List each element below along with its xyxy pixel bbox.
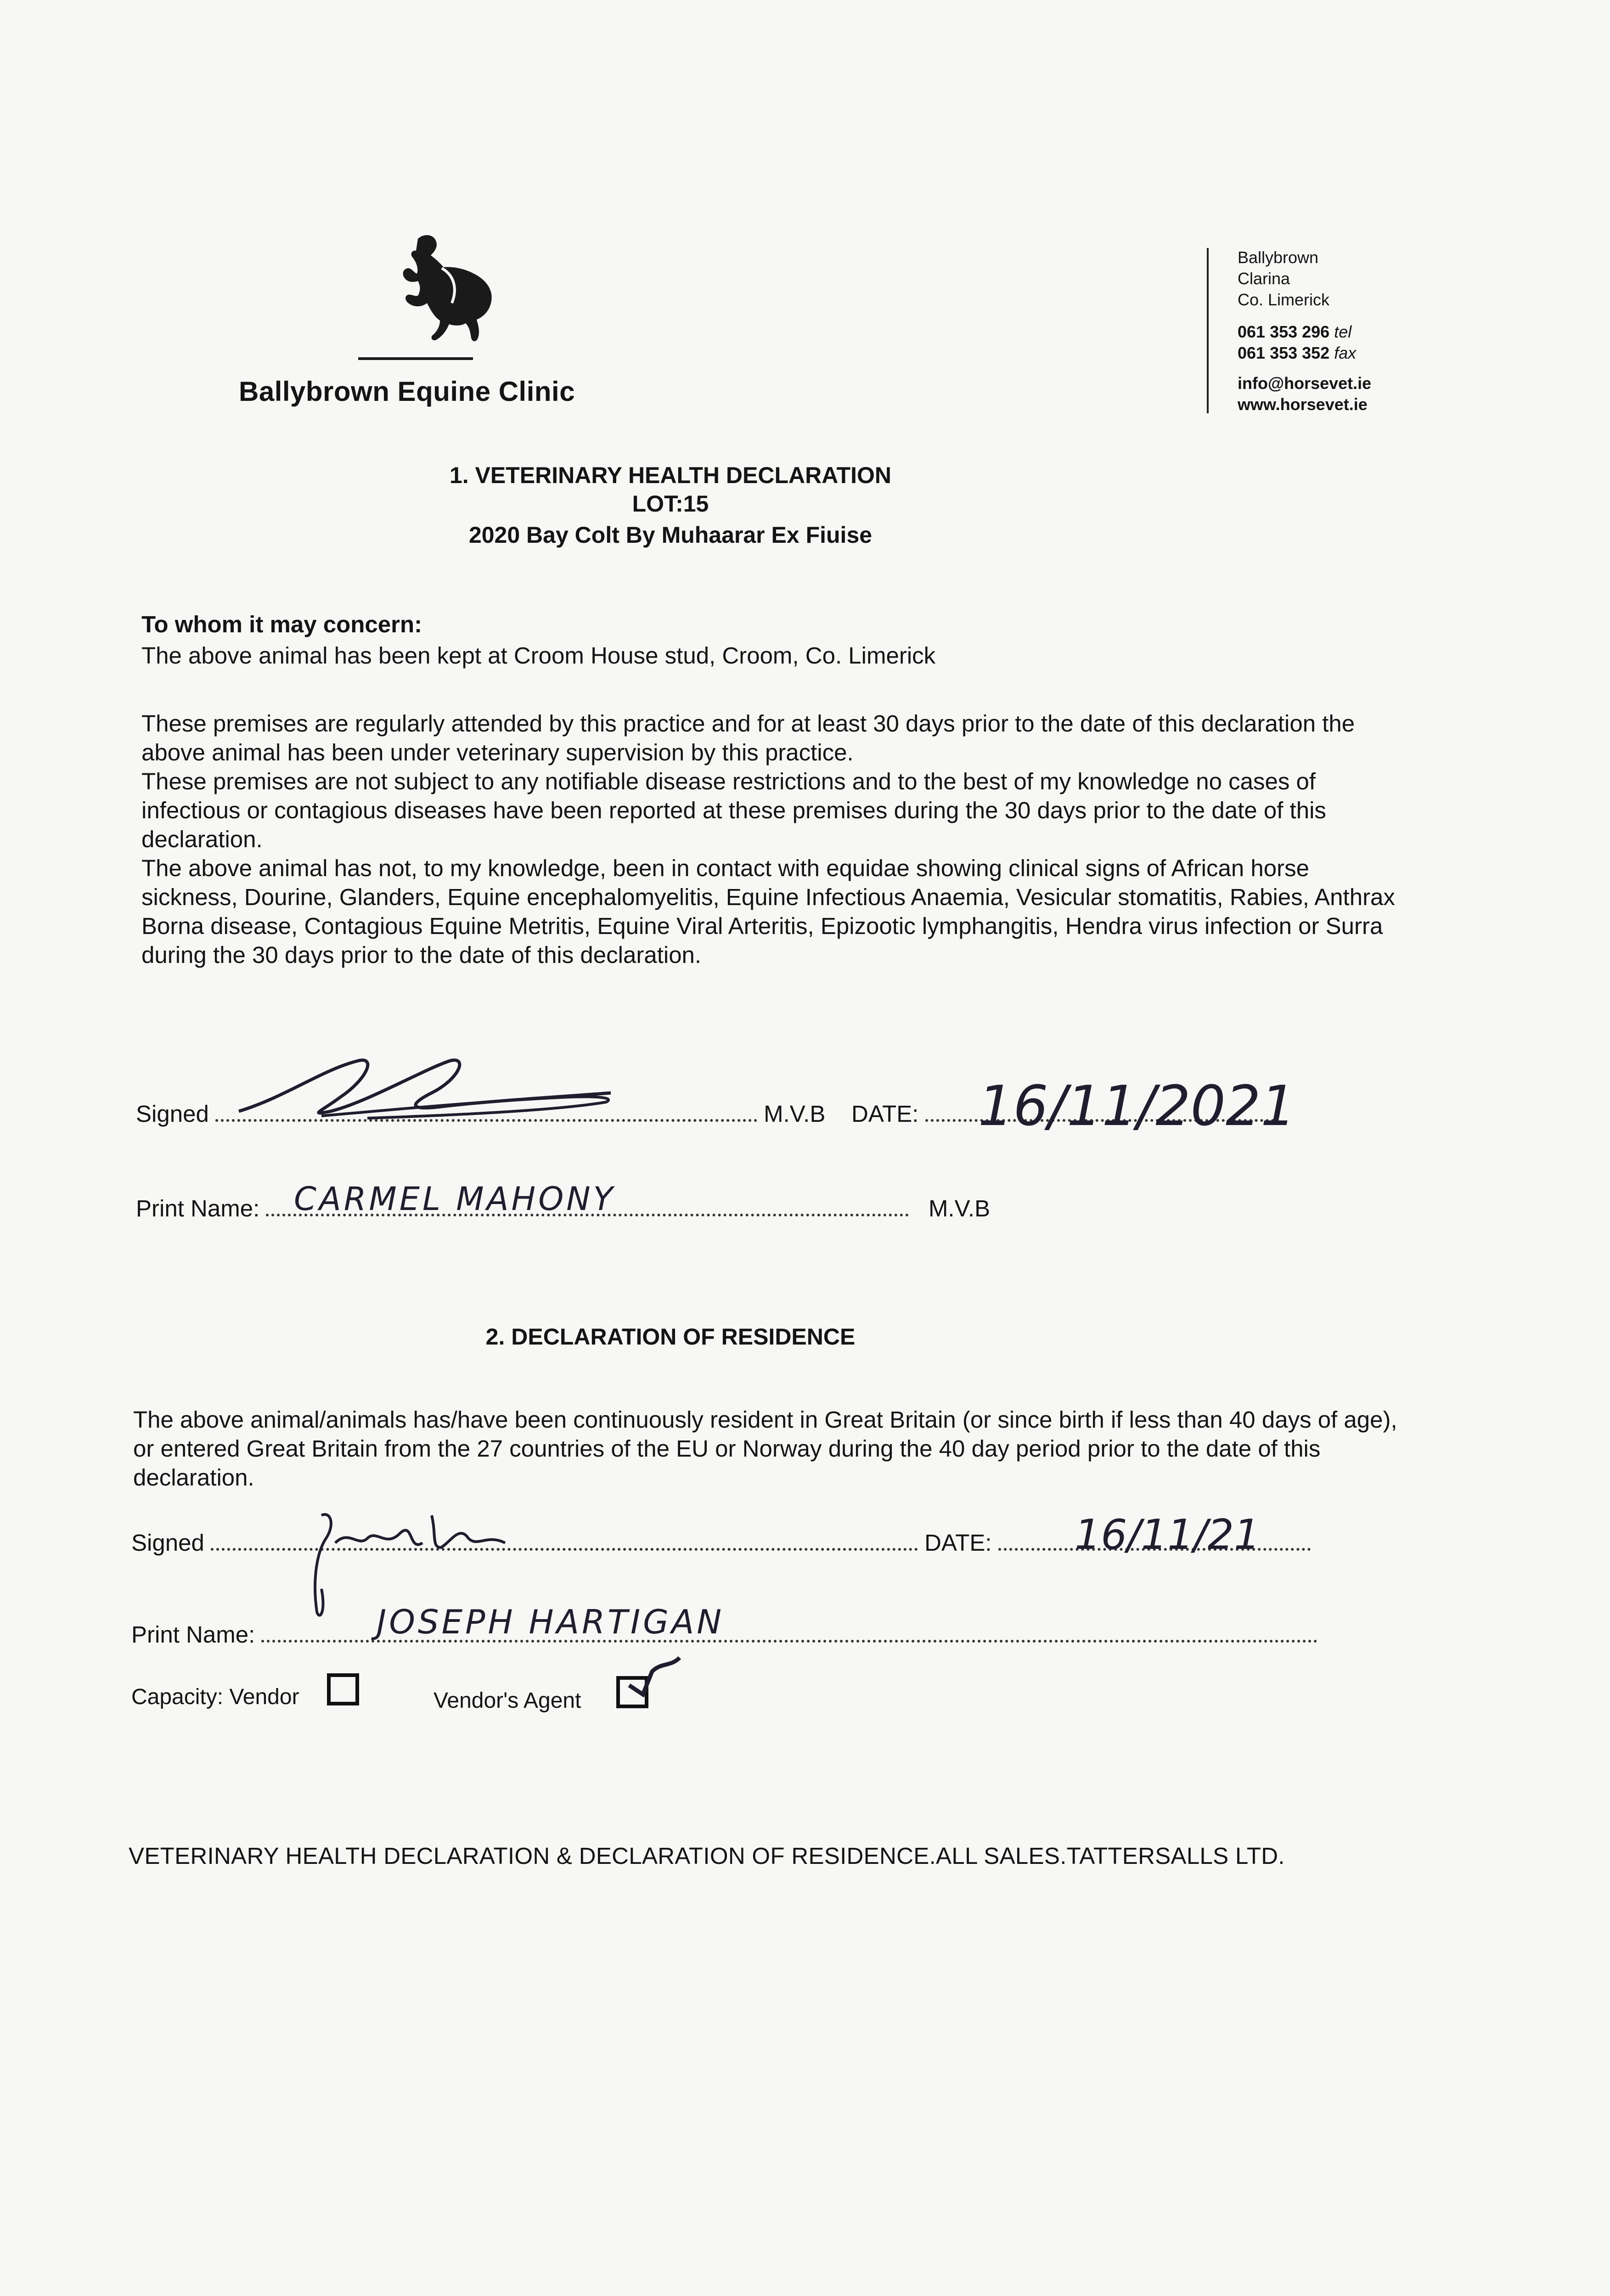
fax-number: 061 353 352 (1238, 343, 1330, 362)
date-label: DATE: (851, 1101, 919, 1127)
checkmark-icon (620, 1653, 684, 1704)
vet-signature (230, 1042, 634, 1134)
owner-print-name-row (131, 1621, 1317, 1648)
owner-date-value: 16/11/21 (1075, 1511, 1261, 1559)
tel-label: tel (1334, 322, 1352, 341)
tel-number: 061 353 296 (1238, 322, 1330, 341)
paragraph: These premises are not subject to any notifiable disease restrictions and to the best of my knowledge no cases of infectious or contagious diseases have been reported at these premises during the 30 days prior to the date of this declaration. (141, 768, 1326, 852)
footer-text: VETERINARY HEALTH DECLARATION & DECLARATION OF RESIDENCE.ALL SALES.TATTERSALLS LTD. (129, 1843, 1285, 1869)
paragraph: The above animal has not, to my knowledge, been in contact with equidae showing clinical signs of African horse sickness, Dourine, Glanders, Equine encephalomyelitis, Equine Infectious Anaemia, Vesicular stomatitis, Rabies, Anthrax Borna disease, Contagious Equine Metritis, Equine Viral Arteritis, Epizootic lymphangitis, Hendra virus infection or Surra during the 30 days prior to the date of this declaration. (141, 855, 1395, 968)
address-line: Ballybrown (1238, 248, 1319, 267)
lot-number: LOT:15 (632, 491, 709, 517)
vendors-agent-label: Vendor's Agent (433, 1688, 581, 1713)
vendor-checkbox[interactable] (327, 1673, 359, 1705)
mvb-label: M.V.B (764, 1101, 826, 1127)
rearing-horse-logo-icon (354, 230, 501, 367)
declaration1-body (141, 709, 1409, 969)
print-name-label: Print Name: (131, 1621, 255, 1648)
vet-print-name-value: CARMEL MAHONY (294, 1180, 616, 1218)
print-name-label: Print Name: (136, 1195, 260, 1221)
fax-label: fax (1334, 343, 1357, 362)
vet-date-value: 16/11/2021 (978, 1075, 1296, 1138)
fax-line (1238, 343, 1356, 364)
tel-line (1238, 321, 1351, 343)
capacity-vendor-label: Capacity: Vendor (131, 1685, 299, 1709)
email: info@horsevet.ie (1238, 374, 1372, 393)
declaration2-title: 2. DECLARATION OF RESIDENCE (485, 1324, 856, 1350)
owner-print-name-value: JOSEPH HARTIGAN (377, 1603, 725, 1641)
address-line: Clarina (1238, 269, 1290, 288)
website: www.horsevet.ie (1238, 395, 1368, 414)
signed-label: Signed (136, 1101, 209, 1127)
horse-description: 2020 Bay Colt By Muhaarar Ex Fiuise (468, 522, 873, 548)
date-label: DATE: (924, 1530, 992, 1556)
salutation: To whom it may concern: (141, 611, 422, 637)
mvb-label: M.V.B (928, 1195, 991, 1221)
declaration1-title: 1. VETERINARY HEALTH DECLARATION (449, 462, 892, 488)
signed-label: Signed (131, 1530, 204, 1556)
declaration2-body: The above animal/animals has/have been continuously resident in Great Britain (or since birth if less than 40 days of age), or entered Great Britain from the 27 countries of the EU or Norway during the 40 day period prior to the date of this declaration. (133, 1407, 1397, 1491)
paragraph: These premises are regularly attended by this practice and for at least 30 days prior to the date of this declaration the above animal has been under veterinary supervision by this practice. (141, 710, 1355, 765)
address-divider (1207, 248, 1209, 413)
kept-at-text: The above animal has been kept at Croom House stud, Croom, Co. Limerick (141, 642, 936, 669)
address-line: Co. Limerick (1238, 290, 1330, 309)
clinic-name: Ballybrown Equine Clinic (239, 376, 575, 407)
